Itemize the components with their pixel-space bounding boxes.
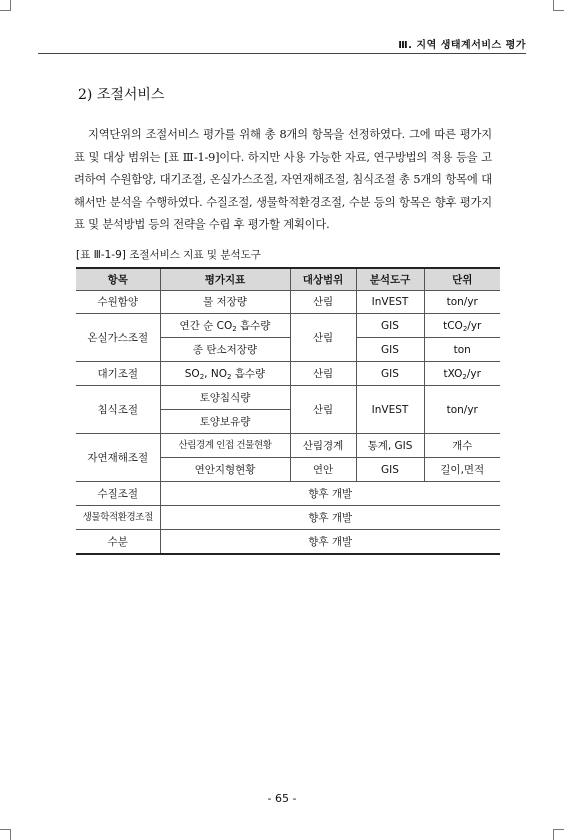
table-row xyxy=(76,530,500,555)
row-indicator: 토양침식량 xyxy=(160,386,290,410)
row-unit: 길이,면적 xyxy=(424,458,500,482)
table-row xyxy=(76,506,500,530)
row-indicator xyxy=(160,314,290,338)
indicator-text: 흡수량 xyxy=(236,319,271,332)
row-indicator: 물 저장량 xyxy=(160,291,290,314)
table-row xyxy=(76,314,500,338)
unit-text: /yr xyxy=(466,367,481,380)
section-title: 2) 조절서비스 xyxy=(78,87,165,103)
table-row xyxy=(76,434,500,458)
indicator-text: 흡수량 xyxy=(231,367,266,380)
row-note: 향후 개발 xyxy=(160,506,500,530)
row-tool: GIS xyxy=(356,458,424,482)
row-scope: 산림경계 xyxy=(290,434,356,458)
row-item: 수분 xyxy=(76,530,160,555)
unit-text: tXO xyxy=(443,367,463,380)
row-scope: 산림 xyxy=(290,291,356,314)
table-row xyxy=(76,386,500,410)
header-item: 항목 xyxy=(76,268,160,291)
row-unit: 개수 xyxy=(424,434,500,458)
row-indicator: 산림경계 인접 건물현황 xyxy=(160,434,290,458)
running-header: Ⅲ. 지역 생태계서비스 평가 xyxy=(398,40,526,51)
header-unit: 단위 xyxy=(424,268,500,291)
row-indicator: 연안지형현황 xyxy=(160,458,290,482)
row-scope: 산림 xyxy=(290,362,356,386)
subscript: 2 xyxy=(462,324,468,333)
row-scope: 산림 xyxy=(290,386,356,434)
row-tool: GIS xyxy=(356,338,424,362)
table-row xyxy=(76,291,500,314)
subscript: 2 xyxy=(462,372,467,381)
row-indicator xyxy=(160,362,290,386)
subscript: 2 xyxy=(199,372,205,381)
row-tool: GIS xyxy=(356,314,424,338)
row-item: 수원함양 xyxy=(76,291,160,314)
row-unit xyxy=(424,314,500,338)
row-item: 생물학적환경조절 xyxy=(76,506,160,530)
table-caption: [표 Ⅲ-1-9] 조절서비스 지표 및 분석도구 xyxy=(76,249,261,261)
table-row xyxy=(76,482,500,506)
row-note: 향후 개발 xyxy=(160,482,500,506)
header-rule xyxy=(38,53,526,54)
unit-text: /yr xyxy=(467,319,482,332)
row-unit: ton xyxy=(424,338,500,362)
row-indicator: 토양보유량 xyxy=(160,410,290,434)
regulating-services-table xyxy=(76,267,500,555)
row-tool: InVEST xyxy=(356,386,424,434)
page-number: - 65 - xyxy=(267,792,297,805)
indicator-text: , NO xyxy=(204,367,227,380)
row-item: 침식조절 xyxy=(76,386,160,434)
subscript: 2 xyxy=(226,372,232,381)
row-scope: 연안 xyxy=(290,458,356,482)
body-paragraph: 지역단위의 조절서비스 평가를 위해 총 8개의 항목을 선정하였다. 그에 따른 평가지표 및 대상 범위는 [표 Ⅲ-1-9]이다. 하지만 사용 가능한 자료, 연구방법의 적용 등을 고려하여 수원함양, 대기조절, 온실가스조절, 자연재해조절, 침식조절 총 5개의 항목에 대해서만 분석을 수행하였다. 수질조절, 생물학적환경조절, 수분 등의 항목은 향후 평가지표 및 분석방법 등의 전략을 수립 후 평가할 계획이다. xyxy=(74,128,492,231)
indicator-text: 연간 순 CO xyxy=(179,319,233,332)
header-indicator: 평가지표 xyxy=(160,268,290,291)
row-tool: 통계, GIS xyxy=(356,434,424,458)
row-scope: 산림 xyxy=(290,314,356,362)
indicator-text: SO xyxy=(184,367,200,380)
table-header-row xyxy=(76,268,500,291)
subscript: 2 xyxy=(232,324,237,333)
row-note: 향후 개발 xyxy=(160,530,500,555)
row-unit: ton/yr xyxy=(424,291,500,314)
table-row xyxy=(76,362,500,386)
header-scope: 대상범위 xyxy=(290,268,356,291)
row-tool: InVEST xyxy=(356,291,424,314)
header-tool: 분석도구 xyxy=(356,268,424,291)
unit-text: tCO xyxy=(443,319,463,332)
crop-mark-top-right xyxy=(553,0,564,11)
row-tool: GIS xyxy=(356,362,424,386)
row-item: 자연재해조절 xyxy=(76,434,160,482)
crop-mark-bottom-right xyxy=(553,829,564,840)
crop-mark-top-left xyxy=(0,0,11,11)
row-item: 대기조절 xyxy=(76,362,160,386)
row-item: 수질조절 xyxy=(76,482,160,506)
row-unit: ton/yr xyxy=(424,386,500,434)
row-indicator: 종 탄소저장량 xyxy=(160,338,290,362)
row-unit xyxy=(424,362,500,386)
crop-mark-bottom-left xyxy=(0,829,11,840)
row-item: 온실가스조절 xyxy=(76,314,160,362)
